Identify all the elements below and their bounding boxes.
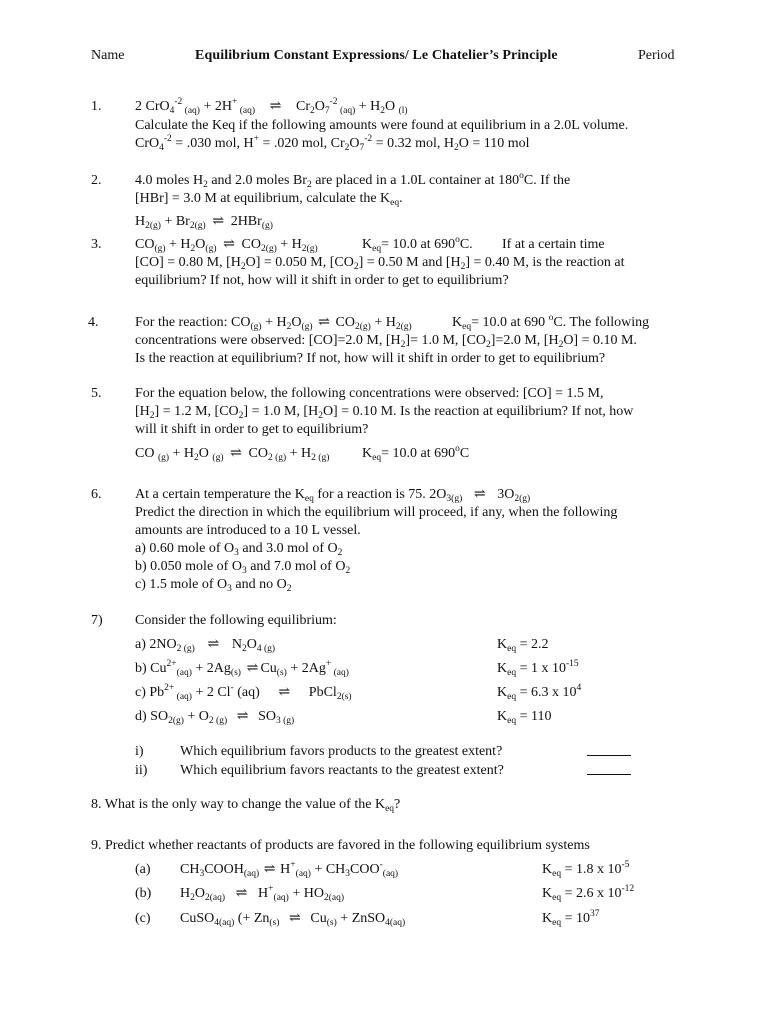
q5-line2: $[H_2] = 1.2$ M, $[CO_2] = 1.0$ M, $[H_2O] = 0.10$ M. Is the reaction at equilibrium? If not, how bbox=[135, 404, 634, 421]
q7-number: 7) bbox=[91, 613, 103, 628]
equilibrium-arrow-icon: ⇌ bbox=[207, 637, 220, 652]
q2-line2: [HBr] = 3.0 M at equilibrium, calculate the $K_{eq}$. bbox=[135, 191, 403, 208]
q7-subq-ii: Which equilibrium favors reactants to the greatest extent? bbox=[180, 763, 504, 778]
q7-subq-ii-number: ii) bbox=[135, 763, 148, 778]
answer-blank-i[interactable] bbox=[587, 743, 631, 762]
q5-keq: $K_{eq}= 10.0$ at 690$^o$C bbox=[362, 444, 470, 463]
q3-keq: $K_{eq}= 10.0$ at 690$^o$C. bbox=[362, 235, 473, 254]
q7-equation-d: d) $SO_{2(g)} + O_{2 (g)}$ ⇌ $SO_{3 (g)}$ bbox=[135, 709, 295, 726]
q5-line3: will it shift in order to get to equilibrium? bbox=[135, 422, 369, 437]
q9-equation-a: $CH_3COOH_{(aq)}$ ⇌ $H^+_{(aq)} + CH_3COO^-_{(aq)}$ bbox=[180, 860, 399, 879]
q2-equation: $H_{2(g)} + Br_{2(g)}$ ⇌ 2HBr$_{(g)}$ bbox=[135, 214, 273, 231]
q3-number: 3. bbox=[91, 237, 102, 252]
q7-equation-a: a) $2NO_{2 (g)}$ ⇌ $N_2O_{4 (g)}$ bbox=[135, 637, 276, 654]
q4-line2: concentrations were observed: [CO]=2.0 M, $[H_2]= 1.0$ M, $[CO_2]=2.0$ M, $[H_2O] = 0.10$ M. bbox=[135, 333, 637, 350]
equilibrium-arrow-icon: ⇌ bbox=[235, 886, 248, 901]
page-title: Equilibrium Constant Expressions/ Le Chatelier’s Principle bbox=[195, 48, 558, 63]
q4-line3: Is the reaction at equilibrium? If not, how will it shift in order to get to equilibrium? bbox=[135, 351, 606, 366]
q3-tail: If at a certain time bbox=[502, 237, 605, 252]
q9-label-c: (c) bbox=[135, 911, 151, 926]
name-label: Name bbox=[91, 48, 125, 63]
q5-equation: CO $_{(g)} + H_2O$ $_{(g)}$ ⇌ $CO_{2 (g)} + H_{2 (g)}$ bbox=[135, 446, 330, 463]
equilibrium-arrow-icon: ⇌ bbox=[246, 661, 259, 676]
equilibrium-arrow-icon: ⇌ bbox=[318, 315, 330, 330]
q6-line2: Predict the direction in which the equilibrium will proceed, if any, when the following bbox=[135, 505, 618, 520]
q9-label-b: (b) bbox=[135, 886, 152, 901]
q7-equation-c: c) $Pb^{2+}$ $_{(aq)}$ + 2 Cl- (aq) ⇌ PbCl$_{2(s)}$ bbox=[135, 683, 352, 702]
q7-keq-c: $K_{eq} = 6.3$ x $10^4$ bbox=[497, 683, 582, 702]
q5-line1: For the equation below, the following concentrations were observed: [CO] = 1.5 M, bbox=[135, 386, 604, 401]
q8-text: 8. What is the only way to change the value of the $K_{eq}$? bbox=[91, 797, 401, 814]
q1-prompt: Calculate the Keq if the following amounts were found at equilibrium in a 2.0L volume. bbox=[135, 118, 629, 133]
q7-subq-i-number: i) bbox=[135, 744, 144, 759]
q7-subq-i: Which equilibrium favors products to the greatest extent? bbox=[180, 744, 503, 759]
q6-part-c: c) 1.5 mole of $O_3$ and no $O_2$ bbox=[135, 577, 292, 594]
answer-blank-ii[interactable] bbox=[587, 762, 631, 781]
q7-equation-b: b) $Cu^{2+}_{(aq)} + 2Ag_{(s)}$ ⇌ $Cu_{(s)} + 2Ag^+$ $_{(aq)}$ bbox=[135, 659, 349, 678]
q2-line1: 4.0 moles $H_2$ and 2.0 moles $Br_2$ are placed in a 1.0L container at 180$^o$C. If the bbox=[135, 171, 571, 190]
equilibrium-arrow-icon: ⇌ bbox=[212, 214, 225, 229]
equilibrium-arrow-icon: ⇌ bbox=[230, 446, 242, 461]
q6-number: 6. bbox=[91, 487, 102, 502]
q9-label-a: (a) bbox=[135, 862, 151, 877]
q9-keq-c: $K_{eq} = 10^{37}$ bbox=[542, 909, 600, 928]
q4-line1: For the reaction: $CO_{(g)} + H_2O_{(g)}$ ⇌ $CO_{2(g)} + H_{2(g)}$ bbox=[135, 315, 412, 332]
q7-intro: Consider the following equilibrium: bbox=[135, 613, 337, 628]
equilibrium-arrow-icon: ⇌ bbox=[269, 99, 282, 114]
q9-keq-a: $K_{eq} = 1.8$ x $10^{-5}$ bbox=[542, 860, 630, 879]
q3-equation: $CO_{(g)} + H_2O_{(g)}$ ⇌ $CO_{2(g)} + H_{2(g)}$ bbox=[135, 237, 318, 254]
q4-number: 4. bbox=[88, 315, 99, 330]
equilibrium-arrow-icon: ⇌ bbox=[289, 911, 301, 926]
equilibrium-arrow-icon: ⇌ bbox=[223, 237, 235, 252]
q3-line3: equilibrium? If not, how will it shift in order to get to equilibrium? bbox=[135, 273, 509, 288]
q2-number: 2. bbox=[91, 173, 102, 188]
q3-line2: [CO] = 0.80 M, $[H_2O] = 0.050$ M, $[CO_2] = 0.50$ M and $[H_2] = 0.40$ M, is the reaction at bbox=[135, 255, 625, 272]
equilibrium-arrow-icon: ⇌ bbox=[263, 862, 276, 877]
q7-keq-b: $K_{eq} = 1$ x $10^{-15}$ bbox=[497, 659, 579, 678]
q1-equation: 2 CrO$_4^{-2}$ $_{(aq)}$ + 2H+ $_{(aq)}$ ⇌ $Cr_2O_7^{-2}$ $_{(aq)} + H_2O$ $_{(l)}$ bbox=[135, 97, 408, 116]
q6-part-a: a) 0.60 mole of $O_3$ and 3.0 mol of $O_2$ bbox=[135, 541, 343, 558]
equilibrium-arrow-icon: ⇌ bbox=[278, 685, 291, 700]
q6-part-b: b) 0.050 mole of $O_3$ and 7.0 mol of $O_2$ bbox=[135, 559, 351, 576]
q9-equation-c: CuSO$_{4(aq)}$ (+ $Zn_{(s)}$ ⇌ $Cu_{(s)}$ + ZnSO$_{4(aq)}$ bbox=[180, 911, 406, 928]
q4-keq: $K_{eq}= 10.0$ at 690 $^o$C. The following bbox=[452, 313, 650, 332]
q1-amounts: CrO$_4^{-2}$ = .030 mol, H+ = .020 mol, $Cr_2O_7^{-2} = 0.32$ mol, $H_2O = 110$ mol bbox=[135, 134, 530, 153]
q7-keq-d: $K_{eq} = 110$ bbox=[497, 709, 552, 726]
equilibrium-arrow-icon: ⇌ bbox=[473, 487, 486, 502]
q9-intro: 9. Predict whether reactants of products are favored in the following equilibrium systems bbox=[91, 838, 590, 853]
q9-keq-b: $K_{eq} = 2.6$ x $10^{-12}$ bbox=[542, 884, 635, 903]
q1-number: 1. bbox=[91, 99, 102, 114]
q5-number: 5. bbox=[91, 386, 102, 401]
period-label: Period bbox=[638, 48, 675, 63]
q6-line3: amounts are introduced to a 10 L vessel. bbox=[135, 523, 361, 538]
q6-line1: At a certain temperature the $K_{eq}$ for a reaction is 75. $2O_{3(g)}$ ⇌ $3O_{2(g)}$ bbox=[135, 487, 531, 504]
q7-keq-a: $K_{eq} = 2.2$ bbox=[497, 637, 549, 654]
q9-equation-b: $H_2O_{2(aq)}$ ⇌ $H^+_{(aq)} + HO_{2(aq)}$ bbox=[180, 884, 344, 903]
equilibrium-arrow-icon: ⇌ bbox=[236, 709, 249, 724]
